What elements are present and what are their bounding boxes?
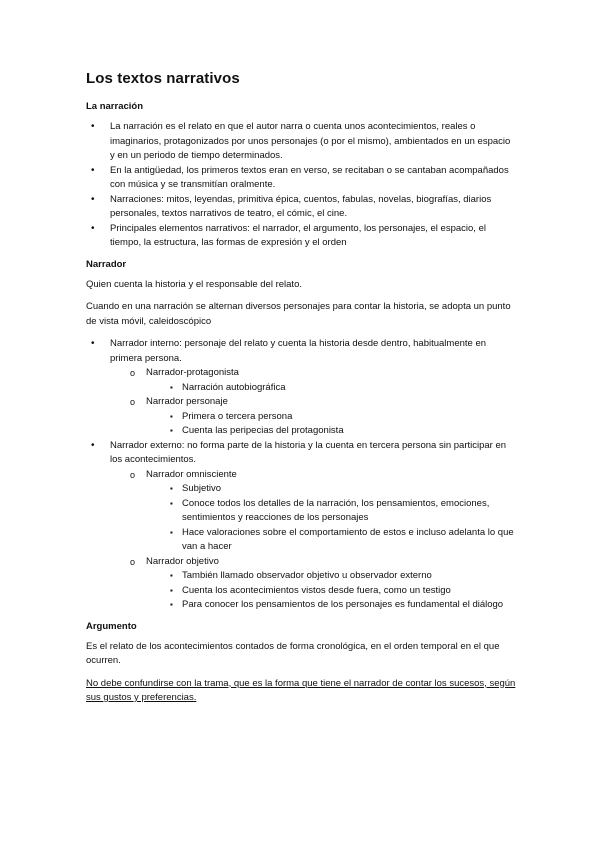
subsublist-item: ▪ Cuenta los acontecimientos vistos desde fuera, como un testigo (110, 584, 516, 599)
list-item-text: Narrador interno: personaje del relato y cuenta la historia desde dentro, habitualmente en primera persona. (110, 338, 487, 364)
subsublist-item: ▪ También llamado observador objetivo u observador externo (110, 569, 516, 584)
narrador-list (86, 337, 516, 613)
paragraph-underlined: No debe confundirse con la trama, que es la forma que tiene el narrador de contar los sucesos, según sus gustos y preferencias. (86, 677, 516, 703)
sublist-item-label: Narrador omnisciente (146, 468, 237, 480)
sublist-item (110, 395, 516, 439)
sublist-item (110, 468, 516, 555)
section-heading-narrador: Narrador (86, 258, 127, 270)
paragraph: Quien cuenta la historia y el responsable del relato. (86, 278, 302, 290)
section-heading-argumento: Argumento (86, 620, 137, 632)
list-item-text: Narrador externo: no forma parte de la historia y la cuenta en tercera persona sin participar en los acontecimientos. (110, 439, 507, 465)
subsublist-item: ▪ Conoce todos los detalles de la narración, los pensamientos, emociones, sentimientos y reacciones de los personajes (110, 497, 516, 526)
list-item-narrador-interno (86, 337, 516, 439)
sublist-item-label: Narrador-protagonista (146, 367, 239, 378)
sublist-item (110, 555, 516, 613)
list-item-narrador-externo (86, 439, 516, 613)
subsublist-item: ▪ Narración autobiográfica (110, 381, 516, 396)
paragraph: Cuando en una narración se alternan diversos personajes para contar la historia, se adopta un punto de vista móvil, caleidoscópico (86, 301, 511, 327)
narracion-list (86, 120, 516, 251)
sublist-item-label: Narrador personaje (146, 396, 228, 407)
list-item: • Principales elementos narrativos: el narrador, el argumento, los personajes, el espacio, el tiempo, la estructura, las formas de expresión y el orden (86, 222, 516, 251)
page-title: Los textos narrativos (86, 70, 240, 87)
list-item: • Narraciones: mitos, leyendas, primitiva épica, cuentos, fabulas, novelas, biografías, diarios personales, textos narrativos de teatro, el cómic, el cine. (86, 193, 516, 222)
subsublist-item: ▪ Para conocer los pensamientos de los personajes es fundamental el diálogo (110, 598, 516, 613)
subsublist-item: ▪ Hace valoraciones sobre el comportamiento de estos e incluso adelanta lo que van a hacer (110, 526, 516, 555)
sublist-item (110, 366, 516, 395)
sublist-item-label: Narrador objetivo (146, 555, 219, 567)
list-item: • La narración es el relato en que el autor narra o cuenta unos acontecimientos, reales o imaginarios, protagonizados por unos personajes (o por el mismo), ambientados en un espacio y en un periodo de tiempo determinados. (86, 120, 516, 164)
subsublist-item: ▪ Cuenta las peripecias del protagonista (110, 424, 516, 439)
subsublist-item: ▪ Subjetivo (110, 482, 516, 497)
paragraph: Es el relato de los acontecimientos contados de forma cronológica, en el orden temporal en el que ocurren. (86, 640, 500, 666)
list-item: • En la antigüedad, los primeros textos eran en verso, se recitaban o se cantaban acompañados con música y se transmitían oralmente. (86, 164, 516, 193)
section-heading-narracion: La narración (86, 101, 144, 112)
subsublist-item: ▪ Primera o tercera persona (110, 410, 516, 425)
